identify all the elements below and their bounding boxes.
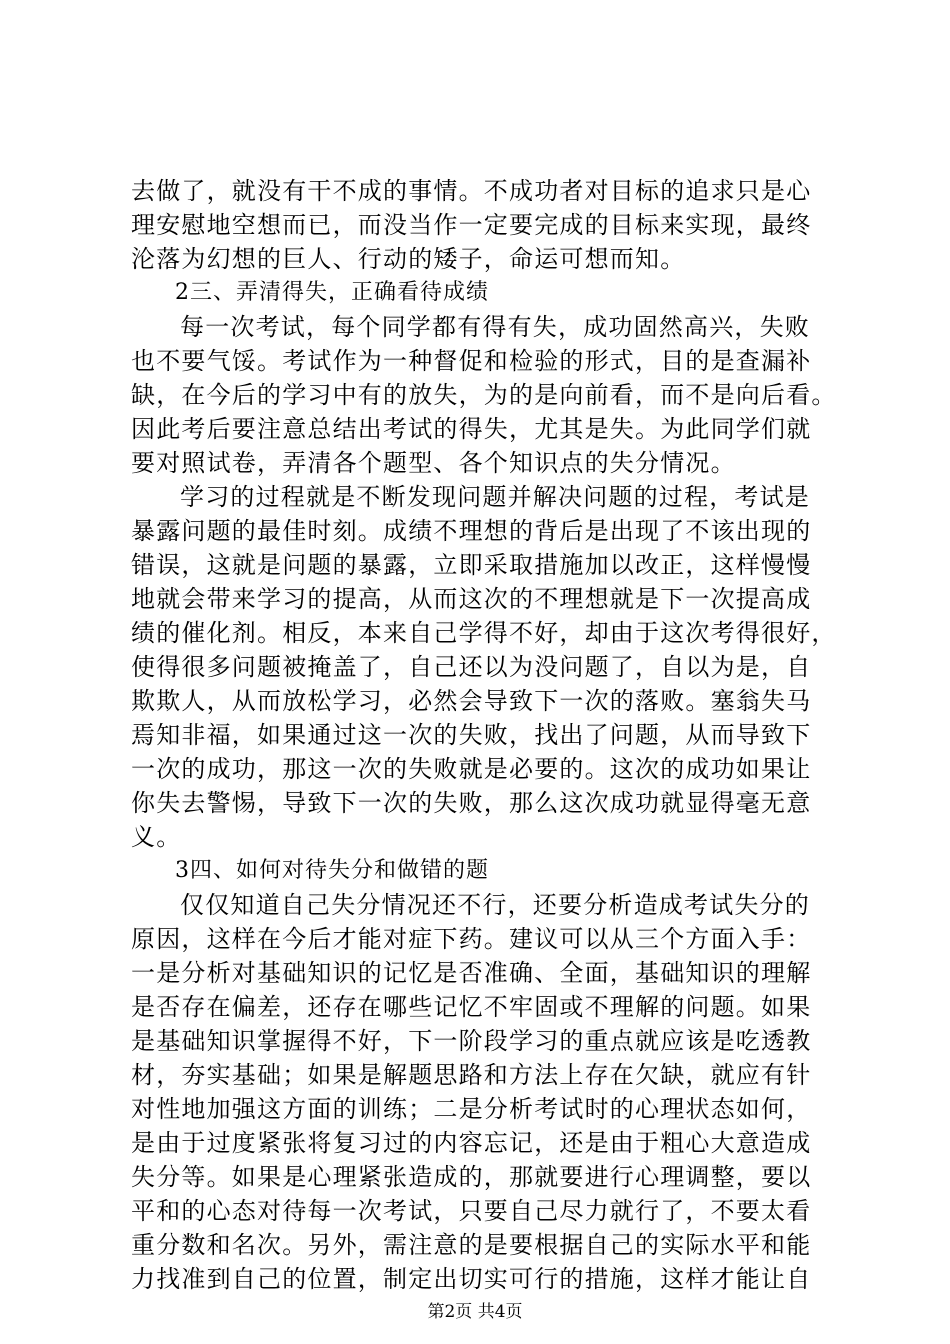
paragraph-line: 焉知非福，如果通过这一次的失败，找出了问题，从而导致下 <box>131 721 812 749</box>
paragraph-line: 暴露问题的最佳时刻。成绩不理想的背后是出现了不该出现的 <box>131 517 812 545</box>
paragraph-line: 地就会带来学习的提高，从而这次的不理想就是下一次提高成 <box>131 585 812 613</box>
paragraph-line: 也不要气馁。考试作为一种督促和检验的形式，目的是查漏补 <box>131 347 812 375</box>
paragraph-line: 重分数和名次。另外，需注意的是要根据自己的实际水平和能 <box>131 1231 812 1259</box>
paragraph-line: 是否存在偏差，还存在哪些记忆不牢固或不理解的问题。如果 <box>131 993 812 1021</box>
paragraph-line: 一是分析对基础知识的记忆是否准确、全面，基础知识的理解 <box>131 959 812 987</box>
paragraph-line: 错误，这就是问题的暴露，立即采取措施加以改正，这样慢慢 <box>131 551 812 579</box>
paragraph-line: 欺欺人，从而放松学习，必然会导致下一次的落败。塞翁失马 <box>131 687 812 715</box>
paragraph-line: 沦落为幻想的巨人、行动的矮子，命运可想而知。 <box>131 245 686 273</box>
paragraph-line: 对性地加强这方面的训练；二是分析考试时的心理状态如何， <box>131 1095 812 1123</box>
paragraph-line: 义。 <box>131 823 182 851</box>
paragraph-line: 要对照试卷，弄清各个题型、各个知识点的失分情况。 <box>131 449 736 477</box>
paragraph-line: 去做了，就没有干不成的事情。不成功者对目标的追求只是心 <box>131 177 812 205</box>
paragraph-line: 失分等。如果是心理紧张造成的，那就要进行心理调整，要以 <box>131 1163 812 1191</box>
paragraph-line: 一次的成功，那这一次的失败就是必要的。这次的成功如果让 <box>131 755 812 783</box>
paragraph-line: 你失去警惕，导致下一次的失败，那么这次成功就显得毫无意 <box>131 789 812 817</box>
paragraph-line: 绩的催化剂。相反，本来自己学得不好，却由于这次考得很好， <box>131 619 837 647</box>
paragraph-line: 因此考后要注意总结出考试的得失，尤其是失。为此同学们就 <box>131 415 812 443</box>
paragraph-line: 学习的过程就是不断发现问题并解决问题的过程，考试是 <box>180 483 810 511</box>
paragraph-line: 仅仅知道自己失分情况还不行，还要分析造成考试失分的 <box>180 891 810 919</box>
paragraph-line: 力找准到自己的位置，制定出切实可行的措施，这样才能让自 <box>131 1265 812 1293</box>
paragraph-line: 平和的心态对待每一次考试，只要自己尽力就行了，不要太看 <box>131 1197 812 1225</box>
page-number-footer: 第2页 共4页 <box>427 1302 523 1322</box>
section-heading: 2三、弄清得失，正确看待成绩 <box>175 280 489 305</box>
paragraph-line: 每一次考试，每个同学都有得有失，成功固然高兴，失败 <box>180 313 810 341</box>
paragraph-line: 材，夯实基础；如果是解题思路和方法上存在欠缺，就应有针 <box>131 1061 812 1089</box>
paragraph-line: 理安慰地空想而已，而没当作一定要完成的目标来实现，最终 <box>131 211 812 239</box>
paragraph-line: 使得很多问题被掩盖了，自己还以为没问题了，自以为是，自 <box>131 653 812 681</box>
paragraph-line: 缺，在今后的学习中有的放失，为的是向前看，而不是向后看。 <box>131 381 837 409</box>
paragraph-line: 原因，这样在今后才能对症下药。建议可以从三个方面入手： <box>131 925 812 953</box>
section-heading: 3四、如何对待失分和做错的题 <box>175 858 489 883</box>
paragraph-line: 是由于过度紧张将复习过的内容忘记，还是由于粗心大意造成 <box>131 1129 812 1157</box>
paragraph-line: 是基础知识掌握得不好，下一阶段学习的重点就应该是吃透教 <box>131 1027 812 1055</box>
